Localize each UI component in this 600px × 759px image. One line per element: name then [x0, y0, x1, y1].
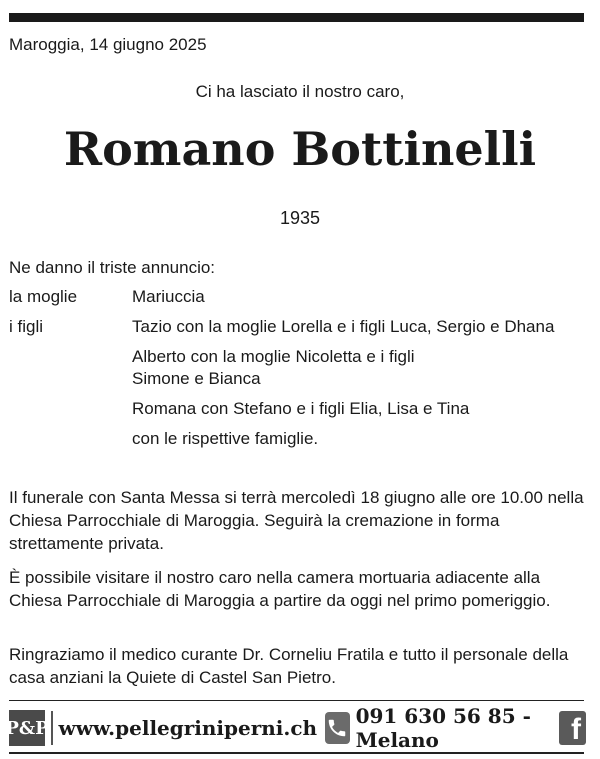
deceased-name: Romano Bottinelli: [63, 122, 537, 176]
family-relation: [9, 346, 132, 390]
family-names: Alberto con la moglie Nicoletta e i figli Simone e Bianca: [132, 347, 415, 388]
family-row: [9, 398, 582, 420]
family-names: Mariuccia: [132, 287, 205, 306]
phone-number[interactable]: 091 630 56 85 - Melano: [355, 704, 531, 752]
family-relation: [9, 398, 132, 420]
family-names: Romana con Stefano e i figli Elia, Lisa e Tina: [132, 399, 470, 418]
family-names: Tazio con la moglie Lorella e i figli Luca, Sergio e Dhana: [132, 317, 555, 336]
footer-bar: [5, 704, 586, 752]
website-link[interactable]: www.pellegriniperni.ch: [58, 716, 318, 740]
family-list: [9, 286, 582, 458]
family-row: [9, 346, 582, 390]
phone-icon: [325, 712, 349, 744]
family-relation: la moglie: [9, 287, 78, 306]
footer-divider: [9, 700, 584, 701]
intro-text: Ci ha lasciato il nostro caro,: [195, 82, 405, 101]
bottom-rule: [9, 752, 584, 754]
footer-separator: [51, 711, 53, 745]
visit-paragraph: È possibile visitare il nostro caro nella camera mortuaria adiacente alla Chiesa Parrocchiale di Maroggia a partire da oggi nel primo pomeriggio.: [9, 568, 551, 610]
facebook-icon[interactable]: f: [559, 711, 586, 745]
top-rule: [9, 13, 584, 22]
date-line: Maroggia, 14 giugno 2025: [9, 35, 207, 54]
thanks-paragraph: Ringraziamo il medico curante Dr. Corneliu Fratila e tutto il personale della casa anziani la Quiete di Castel San Pietro.: [9, 645, 569, 687]
family-row: [9, 316, 582, 338]
family-relation: [9, 428, 132, 450]
family-row: [9, 428, 582, 450]
family-row: [9, 286, 582, 308]
family-relation: i figli: [9, 317, 44, 336]
family-names: con le rispettive famiglie.: [132, 429, 319, 448]
funeral-paragraph: Il funerale con Santa Messa si terrà mercoledì 18 giugno alle ore 10.00 nella Chiesa Parrocchiale di Maroggia. Seguirà la cremazione in forma strettamente privata.: [9, 488, 584, 553]
announce-heading: Ne danno il triste annuncio:: [9, 258, 216, 277]
birth-year: 1935: [279, 208, 321, 228]
pp-logo: P&P: [9, 710, 45, 746]
